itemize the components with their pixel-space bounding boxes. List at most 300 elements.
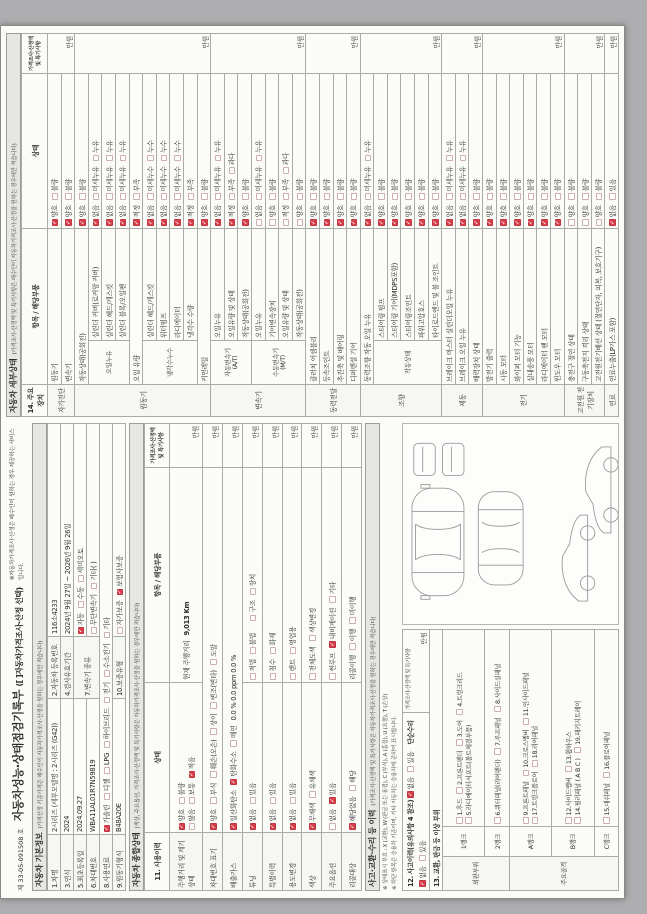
item-label: 디퍼렌셜 기어 xyxy=(347,228,361,384)
option xyxy=(247,569,257,595)
accident-history-label: 12. 사고이력(유의사항 4 참조) xyxy=(406,799,415,887)
option xyxy=(602,778,611,824)
checkbox-checked-icon[interactable] xyxy=(78,628,85,635)
option-label: 렌트 xyxy=(289,658,298,672)
option xyxy=(294,174,304,200)
option xyxy=(101,774,111,800)
option-label: 불량 xyxy=(178,782,187,796)
field-value-plate: 116소4233 xyxy=(48,424,61,637)
option-label: 미세누수 xyxy=(160,166,169,192)
checkbox-checked-icon[interactable] xyxy=(147,219,154,226)
checkbox-icon[interactable] xyxy=(250,797,257,804)
checkbox-icon[interactable] xyxy=(446,193,453,200)
checkbox-icon[interactable] xyxy=(161,155,168,162)
checkbox-icon[interactable] xyxy=(106,193,113,200)
state-options xyxy=(75,74,89,229)
checkbox-icon[interactable] xyxy=(456,787,463,794)
rank-items xyxy=(485,630,509,827)
checkbox-icon[interactable] xyxy=(147,155,154,162)
option-label: 6.쿼터패널(리어펜더) xyxy=(494,759,502,816)
checkbox-icon[interactable] xyxy=(250,674,257,681)
checkbox-checked-icon[interactable] xyxy=(309,824,316,831)
checkbox-checked-icon[interactable] xyxy=(270,824,277,831)
checkbox-checked-icon[interactable] xyxy=(365,219,372,226)
checkbox-icon[interactable] xyxy=(309,791,316,798)
option xyxy=(199,200,209,226)
checkbox-icon[interactable] xyxy=(324,193,331,200)
usage-history-row xyxy=(170,424,203,891)
checkbox-checked-icon[interactable] xyxy=(230,824,237,831)
row-label: 용도변경 xyxy=(282,833,302,891)
checkbox-checked-icon[interactable] xyxy=(310,219,317,226)
row-label: 차대번호 표기 xyxy=(203,833,223,891)
option-label: 있음 xyxy=(418,840,427,853)
state-options xyxy=(333,74,347,229)
items-cell xyxy=(262,468,282,683)
checkbox-checked-icon[interactable] xyxy=(133,219,140,226)
checkbox-icon[interactable] xyxy=(514,193,521,200)
option-label: 불량 xyxy=(527,178,536,192)
checkbox-icon[interactable] xyxy=(528,193,535,200)
option-label: 불량 xyxy=(581,178,590,192)
checkbox-checked-icon[interactable] xyxy=(188,219,195,226)
checkbox-icon[interactable] xyxy=(494,706,501,713)
checkbox-icon[interactable] xyxy=(78,601,85,608)
checkbox-icon[interactable] xyxy=(270,647,277,654)
checkbox-icon[interactable] xyxy=(290,674,297,681)
checkbox-icon[interactable] xyxy=(456,709,463,716)
value-text: 0.0 % 0.0 ppm 0.0 % xyxy=(229,654,238,721)
checkbox-icon[interactable] xyxy=(523,718,530,725)
accident-rows xyxy=(402,629,619,891)
option xyxy=(247,804,257,830)
checkbox-icon[interactable] xyxy=(210,728,217,735)
checkbox-icon[interactable] xyxy=(309,635,316,642)
option xyxy=(362,135,372,161)
checkbox-checked-icon[interactable] xyxy=(161,219,168,226)
state-options xyxy=(401,74,415,229)
checkbox-icon[interactable] xyxy=(91,583,98,590)
checkbox-icon[interactable] xyxy=(104,793,111,800)
checkbox-icon[interactable] xyxy=(460,193,467,200)
option-label: 기타 xyxy=(328,581,337,595)
checkbox-icon[interactable] xyxy=(120,155,127,162)
checkbox-icon[interactable] xyxy=(270,674,277,681)
checkbox-checked-icon[interactable] xyxy=(117,589,124,596)
checkbox-icon[interactable] xyxy=(523,818,530,825)
checkbox-icon[interactable] xyxy=(117,628,124,635)
checkbox-icon[interactable] xyxy=(133,193,140,200)
option xyxy=(228,785,238,830)
checkbox-checked-icon[interactable] xyxy=(473,219,480,226)
checkbox-checked-icon[interactable] xyxy=(106,219,113,226)
state-cell xyxy=(223,468,243,833)
detail-row xyxy=(360,34,374,417)
checkbox-icon[interactable] xyxy=(179,797,186,804)
checkbox-icon[interactable] xyxy=(609,193,616,200)
checkbox-icon[interactable] xyxy=(104,741,111,748)
option-label: 상이 xyxy=(209,713,218,727)
checkbox-icon[interactable] xyxy=(250,647,257,654)
checkbox-icon[interactable] xyxy=(494,748,501,755)
checkbox-checked-icon[interactable] xyxy=(514,219,521,226)
state-options xyxy=(551,74,565,229)
option-label: 적법 xyxy=(249,658,258,672)
checkbox-icon[interactable] xyxy=(210,702,217,709)
option-label: 누수 xyxy=(173,140,182,153)
checkbox-checked-icon[interactable] xyxy=(407,791,414,798)
checkbox-checked-icon[interactable] xyxy=(324,219,331,226)
checkbox-icon[interactable] xyxy=(574,747,581,754)
checkbox-icon[interactable] xyxy=(465,818,472,825)
state-cell xyxy=(262,683,282,833)
option xyxy=(327,778,337,804)
checkbox-icon[interactable] xyxy=(494,818,501,825)
checkbox-checked-icon[interactable] xyxy=(419,219,426,226)
checkbox-checked-icon[interactable] xyxy=(189,771,196,778)
checkbox-icon[interactable] xyxy=(565,818,572,825)
checkbox-icon[interactable] xyxy=(487,193,494,200)
state-options xyxy=(347,74,361,229)
checkbox-icon[interactable] xyxy=(104,697,111,704)
option-label: 불량 xyxy=(200,178,209,192)
option xyxy=(287,778,297,804)
checkbox-checked-icon[interactable] xyxy=(337,219,344,226)
checkbox-icon[interactable] xyxy=(229,167,236,174)
option-label: 양호 xyxy=(309,204,318,218)
option xyxy=(101,612,111,638)
checkbox-icon[interactable] xyxy=(283,219,290,226)
option xyxy=(114,551,124,596)
checkbox-checked-icon[interactable] xyxy=(215,219,222,226)
checkbox-checked-icon[interactable] xyxy=(329,641,336,648)
option-label: 양호 xyxy=(336,204,345,218)
checkbox-icon[interactable] xyxy=(290,647,297,654)
checkbox-checked-icon[interactable] xyxy=(405,219,412,226)
option-label: 누유 xyxy=(255,140,264,153)
checkbox-icon[interactable] xyxy=(337,193,344,200)
option xyxy=(416,174,426,200)
option-label: 양호 xyxy=(513,204,522,218)
checkbox-icon[interactable] xyxy=(250,588,257,595)
checkbox-icon[interactable] xyxy=(407,766,414,773)
checkbox-icon[interactable] xyxy=(329,824,336,831)
checkbox-icon[interactable] xyxy=(250,615,257,622)
state-options xyxy=(455,74,469,229)
checkbox-icon[interactable] xyxy=(310,193,317,200)
checkbox-checked-icon[interactable] xyxy=(250,824,257,831)
checkbox-icon[interactable] xyxy=(473,193,480,200)
checkbox-icon[interactable] xyxy=(210,771,217,778)
checkbox-icon[interactable] xyxy=(230,740,237,747)
checkbox-icon[interactable] xyxy=(378,193,385,200)
checkbox-checked-icon[interactable] xyxy=(290,824,297,831)
item-label: 배력장치 상태 xyxy=(469,228,483,384)
option-label: 수동 xyxy=(77,586,85,600)
rotated-scan-page xyxy=(0,10,647,914)
value-text: 9,013 Km xyxy=(183,601,192,636)
option xyxy=(287,654,297,680)
option-label: 양호 xyxy=(472,204,481,218)
checkbox-icon[interactable] xyxy=(419,193,426,200)
row-label: 리콜대상 xyxy=(342,833,362,891)
item-label: 오일유량 및 상태 xyxy=(224,228,238,340)
option xyxy=(493,712,502,754)
checkbox-icon[interactable] xyxy=(523,770,530,777)
state-options xyxy=(197,74,211,229)
option xyxy=(145,161,155,200)
checkbox-checked-icon[interactable] xyxy=(487,219,494,226)
rank-row xyxy=(509,630,552,891)
option-label: 있음 xyxy=(608,178,617,192)
checkbox-icon[interactable] xyxy=(189,797,196,804)
checkbox-icon[interactable] xyxy=(161,193,168,200)
checkbox-icon[interactable] xyxy=(555,193,562,200)
checkbox-icon[interactable] xyxy=(568,193,575,200)
state-options xyxy=(442,74,456,229)
detail-row xyxy=(605,34,619,417)
checkbox-icon[interactable] xyxy=(201,193,208,200)
inspection-sheet xyxy=(0,25,625,899)
price-cell: 만원 xyxy=(360,34,442,74)
checkbox-icon[interactable] xyxy=(365,155,372,162)
option-label: 있음 xyxy=(249,782,258,796)
checkbox-checked-icon[interactable] xyxy=(500,219,507,226)
checkbox-icon[interactable] xyxy=(79,193,86,200)
checkbox-checked-icon[interactable] xyxy=(460,219,467,226)
checkbox-checked-icon[interactable] xyxy=(104,826,111,833)
option-label: 무채색 xyxy=(308,802,317,822)
checkbox-icon[interactable] xyxy=(229,193,236,200)
rank-items xyxy=(594,630,618,827)
checkbox-icon[interactable] xyxy=(392,193,399,200)
checkbox-icon[interactable] xyxy=(93,193,100,200)
option xyxy=(267,200,277,226)
section-detail-title: 자동차 세부상태 xyxy=(9,358,18,413)
option-label: 누유 xyxy=(364,140,372,153)
option xyxy=(471,174,481,200)
detail-row xyxy=(374,34,388,417)
checkbox-icon[interactable] xyxy=(78,575,85,582)
option xyxy=(49,174,59,200)
checkbox-icon[interactable] xyxy=(349,617,356,624)
checkbox-icon[interactable] xyxy=(174,155,181,162)
field-label: 6.차대번호 xyxy=(87,835,100,891)
option xyxy=(376,200,386,226)
checkbox-icon[interactable] xyxy=(215,193,222,200)
checkbox-icon[interactable] xyxy=(256,219,263,226)
option-label: 양호 xyxy=(200,204,209,218)
checkbox-icon[interactable] xyxy=(210,659,217,666)
checkbox-icon[interactable] xyxy=(541,193,548,200)
option xyxy=(158,135,168,161)
option xyxy=(77,174,87,200)
checkbox-icon[interactable] xyxy=(574,818,581,825)
detail-row xyxy=(197,34,211,417)
checkbox-icon[interactable] xyxy=(283,193,290,200)
checkbox-icon[interactable] xyxy=(147,193,154,200)
checkbox-checked-icon[interactable] xyxy=(541,219,548,226)
checkbox-icon[interactable] xyxy=(269,219,276,226)
checkbox-icon[interactable] xyxy=(297,193,304,200)
field-label: 2.자동차 등록번호 xyxy=(48,637,61,699)
state-options xyxy=(319,74,333,229)
checkbox-checked-icon[interactable] xyxy=(432,219,439,226)
checkbox-checked-icon[interactable] xyxy=(419,881,426,888)
items-cell xyxy=(302,468,322,683)
option xyxy=(63,174,73,200)
checkbox-icon[interactable] xyxy=(349,643,356,650)
checkbox-icon[interactable] xyxy=(65,193,72,200)
checkbox-icon[interactable] xyxy=(460,155,467,162)
checkbox-icon[interactable] xyxy=(565,766,572,773)
checkbox-icon[interactable] xyxy=(603,772,610,779)
option xyxy=(186,778,196,804)
state-options xyxy=(265,74,279,229)
option-label: 양호 xyxy=(554,204,563,218)
checkbox-checked-icon[interactable] xyxy=(392,219,399,226)
checkbox-checked-icon[interactable] xyxy=(609,219,616,226)
checkbox-icon[interactable] xyxy=(104,767,111,774)
checkbox-icon[interactable] xyxy=(329,674,336,681)
checkbox-icon[interactable] xyxy=(456,818,463,825)
checkbox-icon[interactable] xyxy=(215,155,222,162)
checkbox-icon[interactable] xyxy=(174,193,181,200)
option xyxy=(307,641,317,680)
checkbox-checked-icon[interactable] xyxy=(65,219,72,226)
checkbox-checked-icon[interactable] xyxy=(93,219,100,226)
checkbox-checked-icon[interactable] xyxy=(179,824,186,831)
price-cell: 만원 xyxy=(322,424,342,468)
checkbox-icon[interactable] xyxy=(290,797,297,804)
checkbox-icon[interactable] xyxy=(309,674,316,681)
checkbox-icon[interactable] xyxy=(568,219,575,226)
checkbox-icon[interactable] xyxy=(242,193,249,200)
checkbox-icon[interactable] xyxy=(532,760,539,767)
checkbox-icon[interactable] xyxy=(269,193,276,200)
checkbox-icon[interactable] xyxy=(582,219,589,226)
option-label: 양호 xyxy=(51,204,60,218)
option-label: 불량 xyxy=(391,178,400,192)
option xyxy=(521,776,530,824)
col-header: 가격조사·산정액 및 특기사항 xyxy=(145,424,170,468)
option-label: 누유 xyxy=(445,140,454,153)
option xyxy=(158,161,168,200)
field-value-engine-code: B48A20E xyxy=(113,699,126,835)
checkbox-icon[interactable] xyxy=(91,628,98,635)
checkbox-icon[interactable] xyxy=(456,739,463,746)
checkbox-icon[interactable] xyxy=(349,785,356,792)
option xyxy=(212,161,222,200)
price-cell: 만원 xyxy=(605,34,619,74)
option xyxy=(294,200,304,226)
checkbox-icon[interactable] xyxy=(256,193,263,200)
item-label: 오일 유량 xyxy=(129,228,143,384)
checkbox-icon[interactable] xyxy=(120,193,127,200)
checkbox-icon[interactable] xyxy=(405,193,412,200)
checkbox-checked-icon[interactable] xyxy=(555,219,562,226)
option xyxy=(530,767,539,824)
checkbox-checked-icon[interactable] xyxy=(229,219,236,226)
detail-row xyxy=(211,34,225,417)
option-label: 12.사이드멤버 xyxy=(565,777,573,816)
doc-subtitle: ※자동차가격조사·산정은 매수인이 원하는 경우 제공하는 서비스 입니다. xyxy=(10,428,25,581)
option-label: 불량 xyxy=(554,178,563,192)
checkbox-icon[interactable] xyxy=(582,193,589,200)
checkbox-icon[interactable] xyxy=(52,193,59,200)
checkbox-checked-icon[interactable] xyxy=(349,824,356,831)
option-label: 없음 xyxy=(173,204,182,218)
item-label: 구동축전지 격리 상태 xyxy=(578,228,592,384)
row-label: 특별이력 xyxy=(262,833,282,891)
checkbox-icon[interactable] xyxy=(419,855,426,862)
checkbox-icon[interactable] xyxy=(270,797,277,804)
checkbox-checked-icon[interactable] xyxy=(351,219,358,226)
checkbox-checked-icon[interactable] xyxy=(52,219,59,226)
state-cell xyxy=(302,683,322,833)
checkbox-icon[interactable] xyxy=(351,193,358,200)
checkbox-checked-icon[interactable] xyxy=(120,219,127,226)
field-label: 7.변속기 종류 xyxy=(74,637,100,699)
price-cell: 만원 xyxy=(483,34,565,74)
checkbox-icon[interactable] xyxy=(297,219,304,226)
checkbox-icon[interactable] xyxy=(106,155,113,162)
option xyxy=(455,667,464,715)
option xyxy=(539,174,549,200)
option-label: 기타( ) xyxy=(90,561,98,581)
checkbox-checked-icon[interactable] xyxy=(446,219,453,226)
checkbox-icon[interactable] xyxy=(104,632,111,639)
price-cell: 만원 xyxy=(342,424,362,468)
checkbox-icon[interactable] xyxy=(329,596,336,603)
checkbox-icon[interactable] xyxy=(283,167,290,174)
checkbox-icon[interactable] xyxy=(256,155,263,162)
checkbox-checked-icon[interactable] xyxy=(210,824,217,831)
option-label: 없음 xyxy=(445,204,454,218)
option-label: 전체도색 xyxy=(308,646,317,672)
checkbox-icon[interactable] xyxy=(104,670,111,677)
checkbox-icon[interactable] xyxy=(500,193,507,200)
checkbox-icon[interactable] xyxy=(432,193,439,200)
checkbox-icon[interactable] xyxy=(603,818,610,825)
checkbox-checked-icon[interactable] xyxy=(230,779,237,786)
field-label: 9.원동기형식 xyxy=(113,835,126,891)
checkbox-icon[interactable] xyxy=(532,818,539,825)
checkbox-icon[interactable] xyxy=(365,193,372,200)
checkbox-icon[interactable] xyxy=(596,219,603,226)
option-label: 양호 xyxy=(391,204,400,218)
checkbox-icon[interactable] xyxy=(93,155,100,162)
checkbox-icon[interactable] xyxy=(188,193,195,200)
checkbox-icon[interactable] xyxy=(210,797,217,804)
checkbox-icon[interactable] xyxy=(596,193,603,200)
checkbox-checked-icon[interactable] xyxy=(79,219,86,226)
option xyxy=(405,747,415,773)
checkbox-checked-icon[interactable] xyxy=(528,219,535,226)
state-cell xyxy=(242,683,262,833)
device-group-label: 동력전달 xyxy=(306,385,360,417)
checkbox-icon[interactable] xyxy=(189,824,196,831)
accident-price-cell xyxy=(403,630,429,713)
checkbox-checked-icon[interactable] xyxy=(329,797,336,804)
checkbox-checked-icon[interactable] xyxy=(201,219,208,226)
checkbox-checked-icon[interactable] xyxy=(242,219,249,226)
checkbox-icon[interactable] xyxy=(446,155,453,162)
checkbox-checked-icon[interactable] xyxy=(174,219,181,226)
checkbox-checked-icon[interactable] xyxy=(378,219,385,226)
option xyxy=(602,727,611,779)
device-group-label: 제동 xyxy=(442,385,483,417)
